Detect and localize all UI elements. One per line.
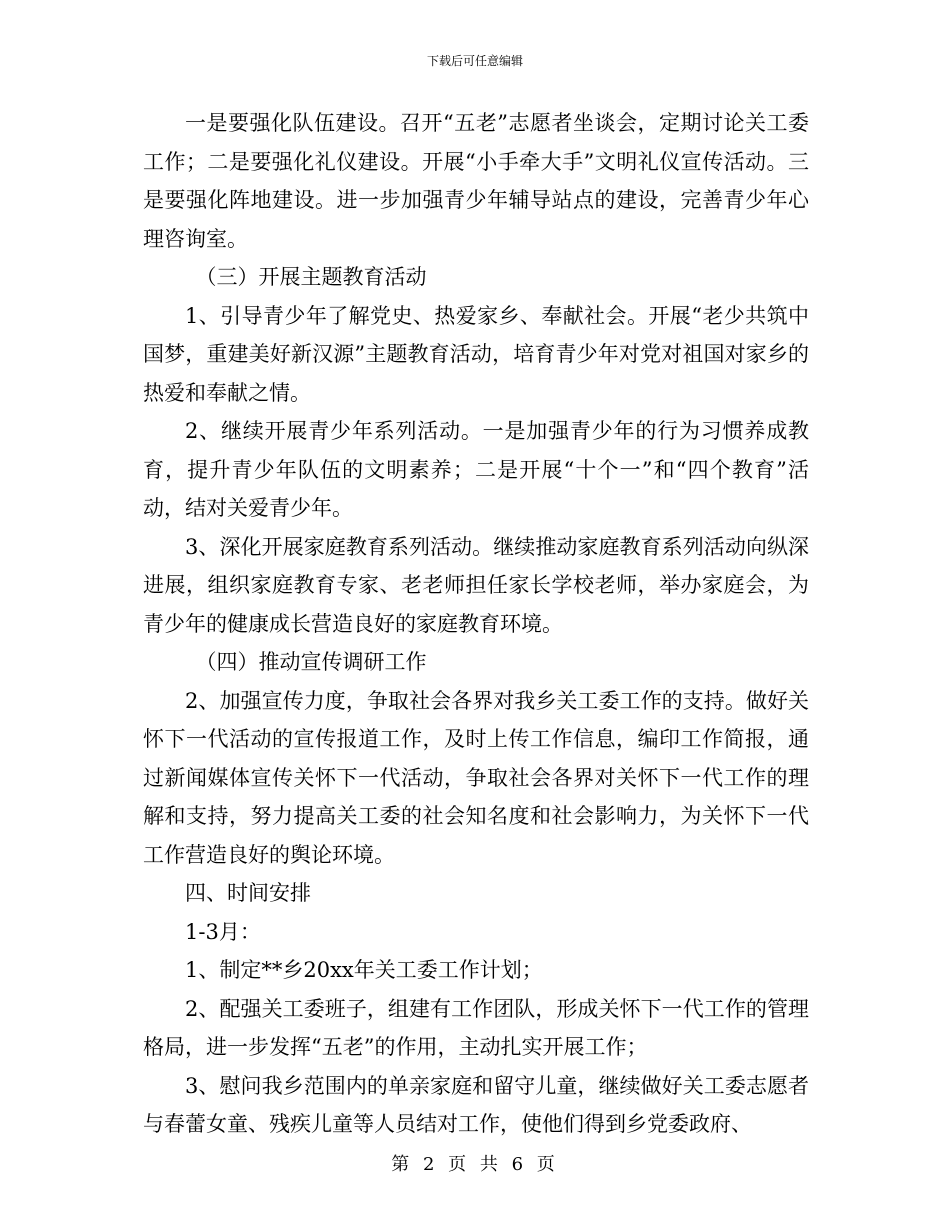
section-heading-themed-education: （三）开展主题教育活动 [195,265,427,289]
document-body [143,104,809,1144]
section-heading-publicity-research: （四）推动宣传调研工作 [195,650,427,674]
schedule-period-jan-mar: 1-3月： [185,919,261,944]
section-heading-schedule: 四、时间安排 [185,881,311,905]
paragraph-party-history: 1、引导青少年了解党史、热爱家乡、奉献社会。开展“老少共筑中国梦，重建美好新汉源”主题教育活动，培育青少年对党对祖国对家乡的热爱和奉献之情。 [143,303,809,405]
page-footer: 第 2 页 共 6 页 [391,1154,559,1175]
schedule-item-team: 2、配强关工委班子，组建有工作团队，形成关怀下一代工作的管理格局，进一步发挥“五老”的作用，主动扎实开展工作； [143,996,809,1059]
paragraph-youth-activities: 2、继续开展青少年系列活动。一是加强青少年的行为习惯养成教育，提升青少年队伍的文明素养；二是开展“十个一”和“四个教育”活动，结对关爱青少年。 [143,419,809,520]
schedule-item-visits: 3、慰问我乡范围内的单亲家庭和留守儿童，继续做好关工委志愿者与春蕾女童、残疾儿童等人员结对工作，使他们得到乡党委政府、 [143,1073,809,1136]
paragraph-team-building: 一是要强化队伍建设。召开“五老”志愿者坐谈会，定期讨论关工委工作；二是要强化礼仪建设。开展“小手牵大手”文明礼仪宣传活动。三是要强化阵地建设。进一步加强青少年辅导站点的建设，完善青少年心理咨询室。 [143,111,809,251]
paragraph-family-education: 3、深化开展家庭教育系列活动。继续推动家庭教育系列活动向纵深进展，组织家庭教育专家、老老师担任家长学校老师，举办家庭会，为青少年的健康成长营造良好的家庭教育环境。 [143,534,809,636]
page-header: 下载后可任意编辑 [426,54,523,68]
paragraph-publicity: 2、加强宣传力度，争取社会各界对我乡关工委工作的支持。做好关怀下一代活动的宣传报道工作，及时上传工作信息，编印工作简报，通过新闻媒体宣传关怀下一代活动，争取社会各界对关怀下一代工作的理解和支持，努力提高关工委的社会知名度和社会影响力，为关怀下一代工作营造良好的舆论环境。 [143,688,809,867]
schedule-item-plan: 1、制定**乡20xx年关工委工作计划； [185,958,543,982]
